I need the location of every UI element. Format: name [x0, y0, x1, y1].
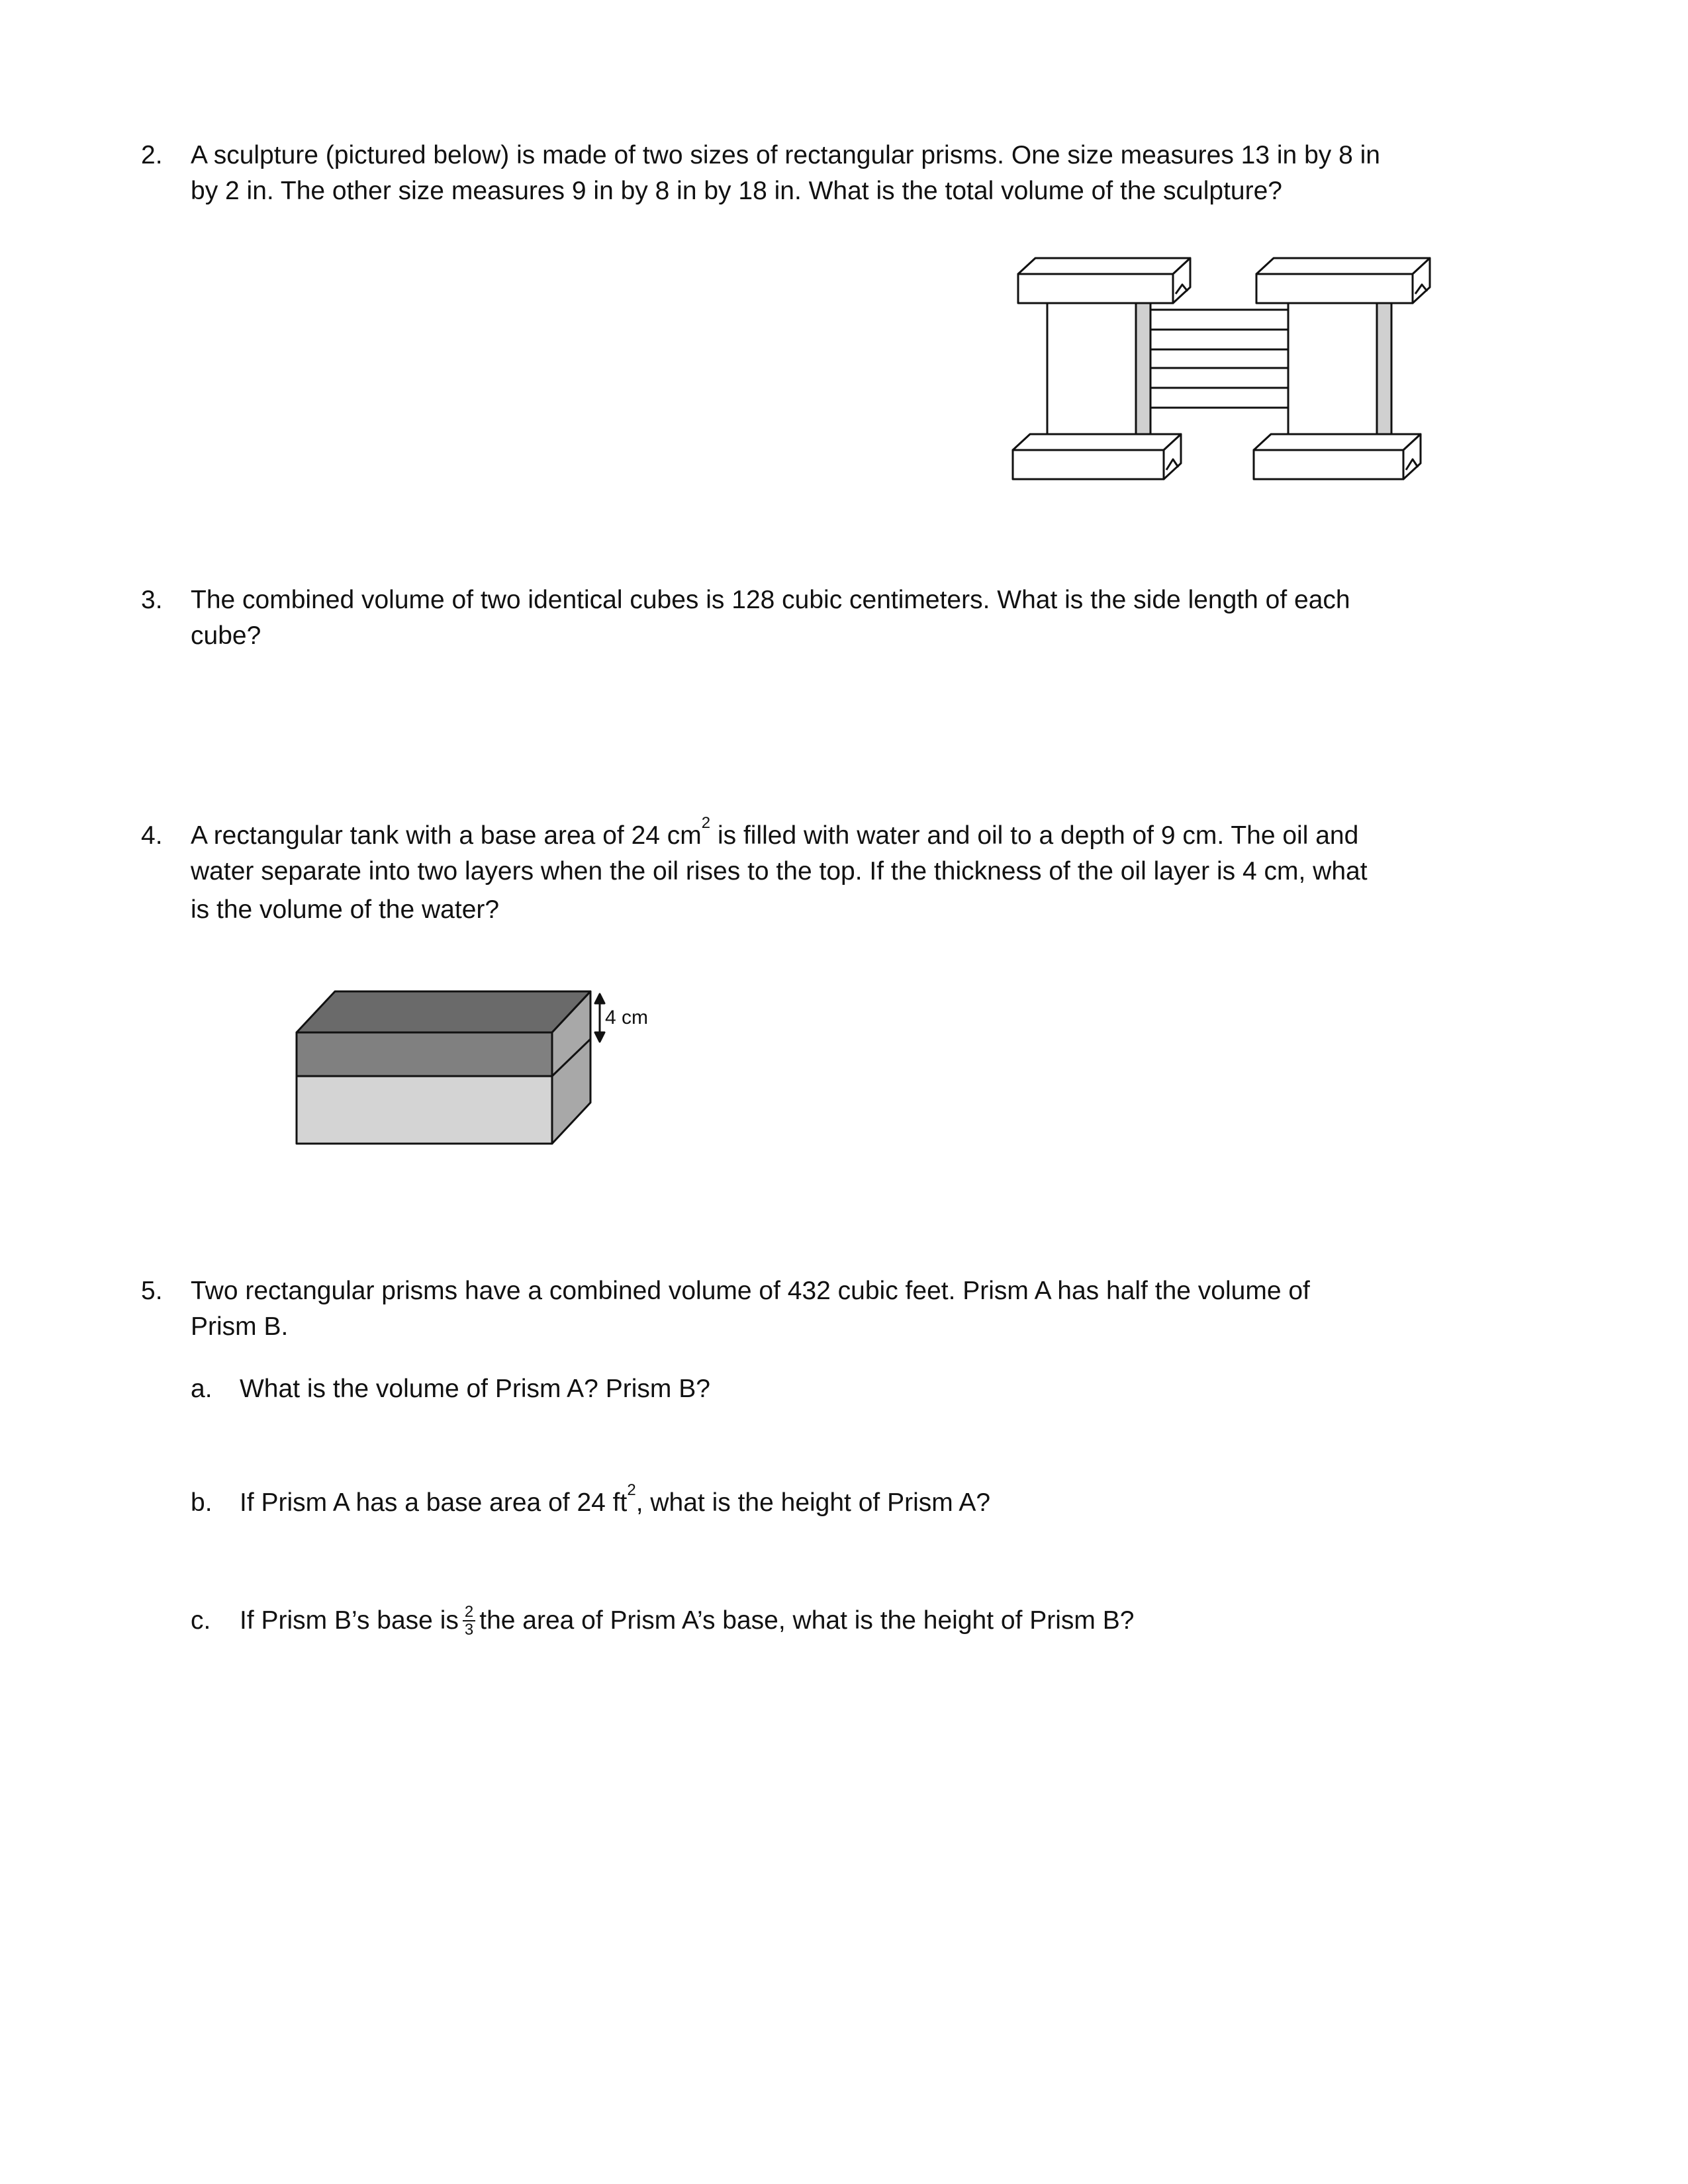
- part-a-letter: a.: [191, 1375, 212, 1403]
- problem-4-text-line-3: is the volume of the water?: [191, 895, 500, 924]
- problem-5-text-line-2: Prism B.: [191, 1312, 289, 1341]
- problem-3-text-line-1: The combined volume of two identical cubes is 128 cubic centimeters. What is the side length of each: [191, 586, 1350, 614]
- problem-4-text-line-1: A rectangular tank with a base area of 24 $cm^2$ is filled with water and oil to a depth of 9 cm. The oil and: [191, 814, 1359, 850]
- fraction-two-thirds: $\frac{2}{3}$: [463, 1604, 475, 1638]
- tank-water-layer: [297, 1076, 552, 1144]
- tank-oil-layer: [297, 1032, 552, 1076]
- problem-3-number: 3.: [141, 586, 163, 614]
- problem-5-number: 5.: [141, 1277, 163, 1305]
- part-c-letter: c.: [191, 1606, 211, 1635]
- part-b-text: If Prism A has a base area of 24 $ft^2$, what is the height of Prism A?: [240, 1481, 991, 1517]
- part-b-letter: b.: [191, 1488, 212, 1517]
- problem-4-number: 4.: [141, 821, 163, 850]
- problem-3-text-line-2: cube?: [191, 621, 261, 650]
- part-a-text: What is the volume of Prism A? Prism B?: [240, 1375, 710, 1403]
- problem-2-text-line-2: by 2 in. The other size measures 9 in by 8 in by 18 in. What is the total volume of the sculpture?: [191, 177, 1282, 205]
- tank-top-face: [297, 991, 590, 1032]
- problem-2-number: 2.: [141, 141, 163, 169]
- superscript: 2: [627, 1481, 636, 1499]
- problem-5-text-line-1: Two rectangular prisms have a combined volume of 432 cubic feet. Prism A has half the volume of: [191, 1277, 1310, 1305]
- part-c-text: If Prism B’s base is $\frac{2}{3}$ the area of Prism A’s base, what is the height of Prism B?: [240, 1602, 1135, 1639]
- oil-thickness-label: 4 cm: [605, 1007, 649, 1028]
- superscript: 2: [701, 814, 711, 832]
- problem-2-text-line-1: A sculpture (pictured below) is made of two sizes of rectangular prisms. One size measures 13 in by 8 in: [191, 141, 1380, 169]
- problem-4-text-line-2: water separate into two layers when the oil rises to the top. If the thickness of the oil layer is 4 cm, what: [191, 857, 1368, 886]
